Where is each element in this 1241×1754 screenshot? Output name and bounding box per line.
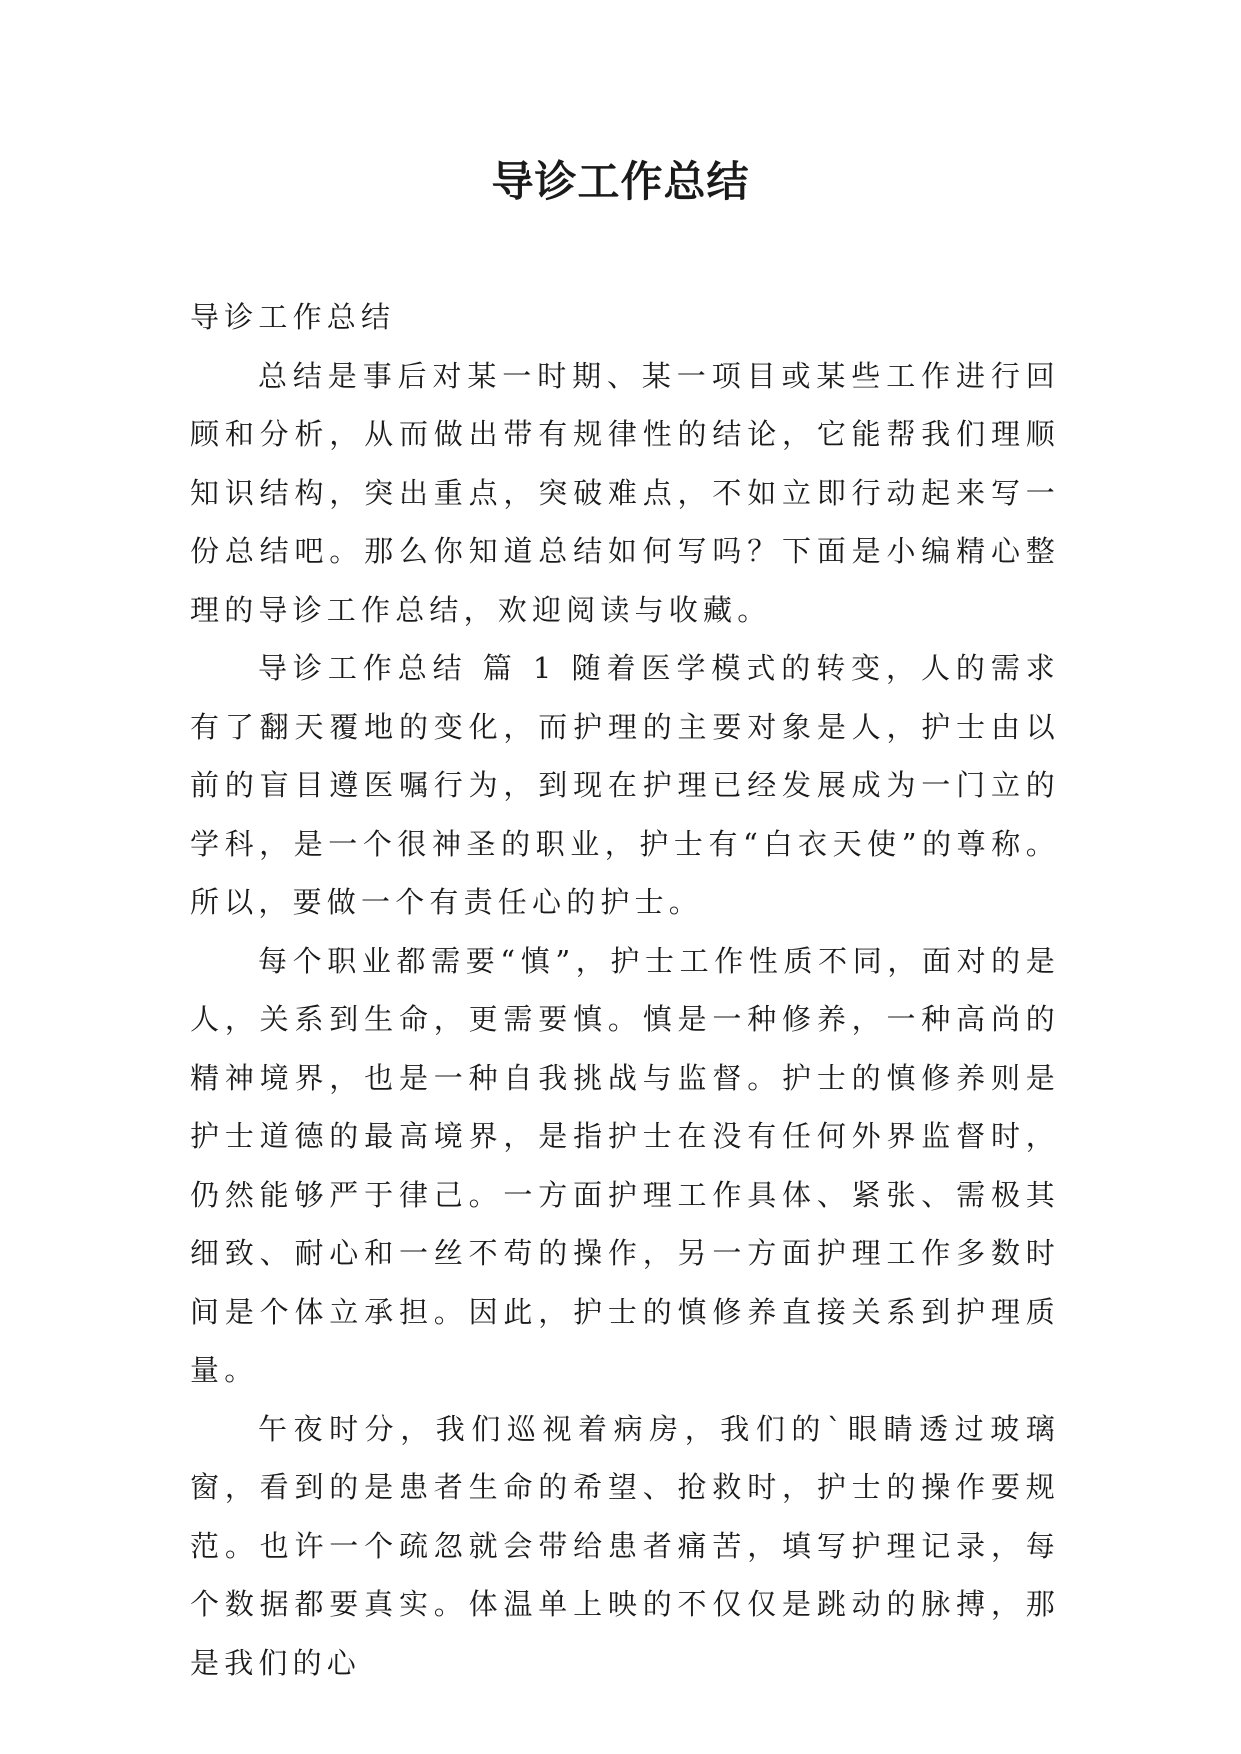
document-title: 导诊工作总结 [491, 157, 750, 206]
paragraph-caution: 每个职业都需要“慎”，护士工作性质不同，面对的是人，关系到生命，更需要慎。慎是一种修养，一种高尚的精神境界，也是一种自我挑战与监督。护士的慎修养则是护士道德的最高境界，是指护士在没有任何外界监督时，仍然能够严于律己。一方面护理工作具体、紧张、需极其细致、耐心和一丝不苟的操作，另一方面护理工作多数时间是个体立承担。因此，护士的慎修养直接关系到护理质量。 [190, 943, 1060, 1387]
paragraph-midnight: 午夜时分，我们巡视着病房，我们的`眼睛透过玻璃窗，看到的是患者生命的希望、抢救时，护士的操作要规范。也许一个疏忽就会带给患者痛苦，填写护理记录，每个数据都要真实。体温单上映的不仅仅是跳动的脉搏，那是我们的心 [190, 1411, 1060, 1680]
paragraph-intro: 总结是事后对某一时期、某一项目或某些工作进行回顾和分析，从而做出带有规律性的结论，它能帮我们理顺知识结构，突出重点，突破难点，不如立即行动起来写一份总结吧。那么你知道总结如何写吗？下面是小编精心整理的导诊工作总结，欢迎阅读与收藏。 [190, 358, 1060, 627]
paragraph-section-1: 导诊工作总结 篇 1 随着医学模式的转变，人的需求有了翻天覆地的变化，而护理的主要对象是人，护士由以前的盲目遵医嘱行为，到现在护理已经发展成为一门立的学科，是一个很神圣的职业，护士有“白衣天使”的尊称。所以，要做一个有责任心的护士。 [190, 651, 1060, 919]
document-body [190, 288, 1060, 1692]
document-subtitle: 导诊工作总结 [190, 300, 396, 334]
